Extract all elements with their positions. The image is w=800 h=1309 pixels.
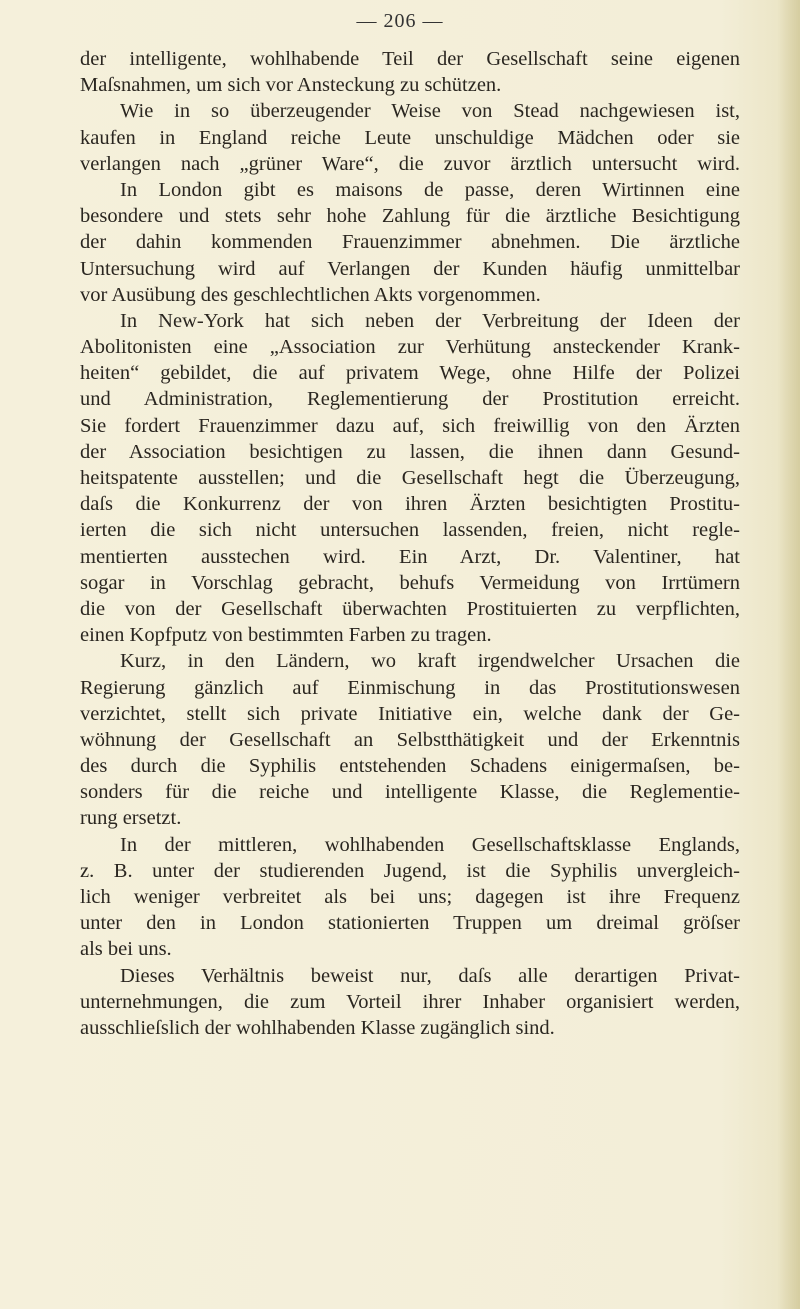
text-line: Wie in so überzeugender Weise von Stead nachgewiesen ist, xyxy=(120,100,740,123)
text-line: sogar in Vorschlag gebracht, behufs Vermeidung von Irrtümern xyxy=(80,571,740,594)
text-line: unter den in London stationierten Truppen um dreimal gröſser xyxy=(80,912,740,935)
text-line: Regierung gänzlich auf Einmischung in das Prostitutionswesen xyxy=(80,676,740,699)
text-line: als bei uns. xyxy=(80,938,172,961)
text-line: lich weniger verbreitet als bei uns; dagegen ist ihre Frequenz xyxy=(80,886,740,908)
text-line: Abolitonisten eine „Association zur Verhütung ansteckender Krank- xyxy=(80,336,740,359)
text-line: verzichtet, stellt sich private Initiative ein, welche dank der Ge- xyxy=(80,702,740,725)
text-line: z. B. unter der studierenden Jugend, ist die Syphilis unvergleich- xyxy=(80,859,740,882)
text-line: wöhnung der Gesellschaft an Selbstthätigkeit und der Erkenntnis xyxy=(80,728,740,751)
text-line: besondere und stets sehr hohe Zahlung für die ärztliche Besichtigung xyxy=(80,205,740,228)
text-line: ausschlieſslich der wohlhabenden Klasse zugänglich sind. xyxy=(80,1016,555,1039)
text-line: Sie fordert Frauenzimmer dazu auf, sich freiwillig von den Ärzten xyxy=(80,414,740,437)
page-edge-shadow xyxy=(778,0,800,1309)
text-line: ierten die sich nicht untersuchen lassenden, freien, nicht regle- xyxy=(80,519,740,542)
text-line: rung ersetzt. xyxy=(80,807,182,830)
text-line: der dahin kommenden Frauenzimmer abnehmen. Die ärztliche xyxy=(80,231,740,254)
text-line: In New-York hat sich neben der Verbreitung der Ideen der xyxy=(120,309,740,332)
text-line: Dieses Verhältnis beweist nur, daſs alle derartigen Privat- xyxy=(120,964,740,987)
text-line: daſs die Konkurrenz der von ihren Ärzten besichtigten Prostitu- xyxy=(80,493,740,516)
text-line: des durch die Syphilis entstehenden Schadens einigermaſsen, be- xyxy=(80,755,740,778)
text-line: verlangen nach „grüner Ware“, die zuvor ärztlich untersucht wird. xyxy=(80,152,740,175)
text-line: In der mittleren, wohlhabenden Gesellschaftsklasse Englands, xyxy=(120,833,740,856)
text-line: einen Kopfputz von bestimmten Farben zu tragen. xyxy=(80,624,492,647)
text-line: vor Ausübung des geschlechtlichen Akts vorgenommen. xyxy=(80,283,541,306)
text-line: sonders für die reiche und intelligente Klasse, die Reglementie- xyxy=(80,781,740,804)
text-line: Kurz, in den Ländern, wo kraft irgendwelcher Ursachen die xyxy=(120,650,740,673)
text-line: In London gibt es maisons de passe, deren Wirtinnen eine xyxy=(120,178,740,201)
text-line: unternehmungen, die zum Vorteil ihrer Inhaber organisiert werden, xyxy=(80,990,740,1013)
text-line: kaufen in England reiche Leute unschuldige Mädchen oder sie xyxy=(80,126,740,149)
body-text xyxy=(80,46,740,1041)
text-line: heiten“ gebildet, die auf privatem Wege, ohne Hilfe der Polizei xyxy=(80,362,740,385)
text-line: mentierten ausstechen wird. Ein Arzt, Dr. Valentiner, hat xyxy=(80,545,740,568)
text-line: Untersuchung wird auf Verlangen der Kunden häufig unmittelbar xyxy=(80,257,740,280)
text-line: die von der Gesellschaft überwachten Prostituierten zu verpflichten, xyxy=(80,597,740,620)
text-line: der Association besichtigen zu lassen, die ihnen dann Gesund- xyxy=(80,440,740,463)
text-line: heitspatente ausstellen; und die Gesellschaft hegt die Überzeugung, xyxy=(80,467,740,489)
page-number: — 206 — xyxy=(356,10,444,32)
text-line: Maſsnahmen, um sich vor Ansteckung zu schützen. xyxy=(80,74,502,97)
text-line: der intelligente, wohlhabende Teil der Gesellschaft seine eigenen xyxy=(80,48,740,70)
text-line: und Administration, Reglementierung der Prostitution erreicht. xyxy=(80,388,740,411)
